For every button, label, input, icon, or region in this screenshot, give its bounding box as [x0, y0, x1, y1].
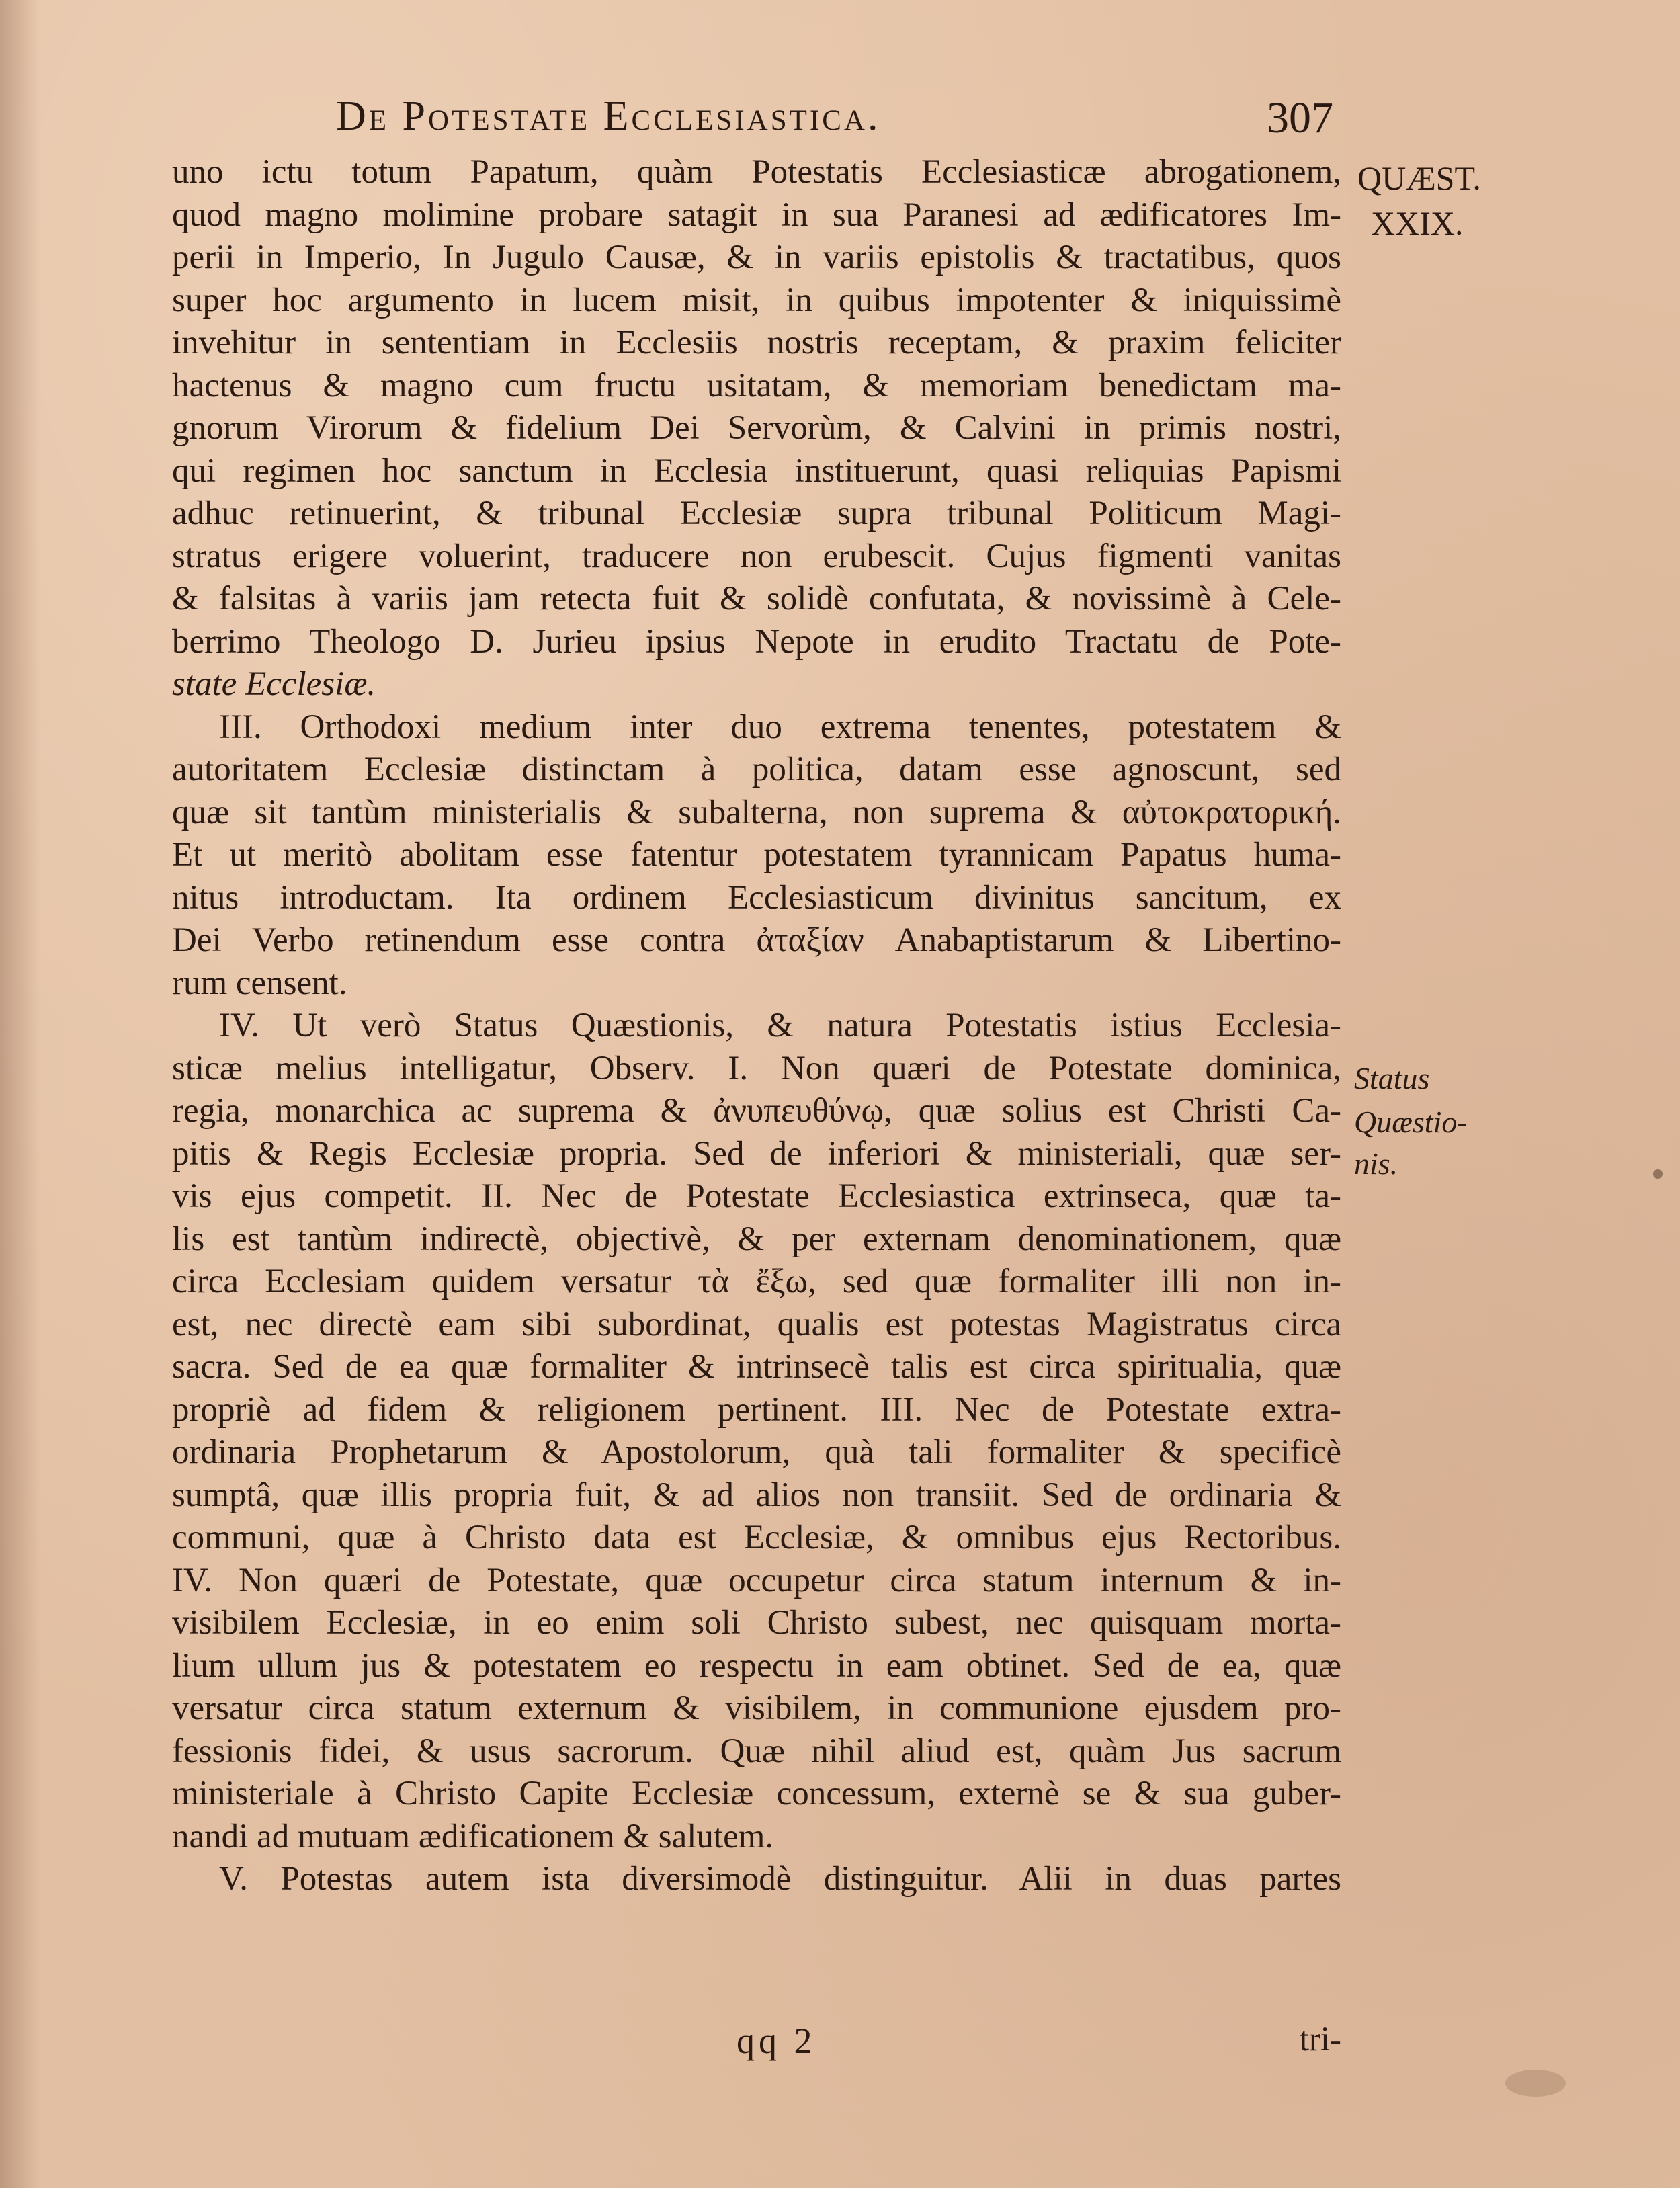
- text-line: berrimo Theologo D. Jurieu ipsius Nepote in erudito Tractatu de Pote-: [172, 622, 1341, 661]
- page-number: 307: [1267, 93, 1333, 142]
- text-line: regia, monarchica ac suprema & ἀνυπευθύνῳ, quæ solius est Christi Ca-: [172, 1092, 1341, 1130]
- text-line: propriè ad fidem & religionem pertinent. III. Nec de Potestate extra-: [172, 1390, 1341, 1429]
- text-line: invehitur in sententiam in Ecclesiis nostris receptam, & praxim feliciter: [172, 324, 1341, 362]
- text-line: hactenus & magno cum fructu usitatam, & memoriam benedictam ma-: [172, 366, 1341, 405]
- stain-mark: [1505, 2070, 1566, 2097]
- text-line: adhuc retinuerint, & tribunal Ecclesiæ supra tribunal Politicum Magi-: [172, 495, 1341, 532]
- text-line: super hoc argumento in lucem misit, in quibus impotenter & iniquissimè: [172, 281, 1341, 319]
- text-line: versatur circa statum externum & visibilem, in communione ejusdem pro-: [172, 1689, 1341, 1727]
- margin-note-status: nis.: [1354, 1146, 1398, 1181]
- text-line: uno ictu totum Papatum, quàm Potestatis Ecclesiasticæ abrogationem,: [172, 153, 1341, 191]
- gutter-shadow: [0, 0, 40, 2188]
- text-line: lis est tantùm indirectè, objectivè, & per externam denominationem, quæ: [172, 1220, 1341, 1258]
- catchword: tri-: [1299, 2021, 1341, 2058]
- text-line: communi, quæ à Christo data est Ecclesiæ, & omnibus ejus Rectoribus.: [172, 1519, 1341, 1556]
- text-line: lium ullum jus & potestatem eo respectu in eam obtinet. Sed de ea, quæ: [172, 1646, 1341, 1685]
- body-text: [172, 151, 1341, 1901]
- text-line: III. Orthodoxi medium inter duo extrema tenentes, potestatem &: [219, 708, 1341, 746]
- text-line: quæ sit tantùm ministerialis & subalterna, non suprema & αὐτοκρατορική.: [172, 793, 1341, 831]
- text-line: fessionis fidei, & usus sacrorum. Quæ nihil aliud est, quàm Jus sacrum: [172, 1732, 1341, 1770]
- text-line: rum censent.: [172, 964, 347, 1002]
- page-footer: [172, 2020, 1341, 2067]
- text-line: pitis & Regis Ecclesiæ propria. Sed de inferiori & ministeriali, quæ ser-: [172, 1134, 1341, 1173]
- text-line: Et ut meritò abolitam esse fatentur potestatem tyrannicam Papatus huma-: [172, 836, 1341, 874]
- text-line: autoritatem Ecclesiæ distinctam à politica, datam esse agnoscunt, sed: [172, 751, 1341, 788]
- text-line: sticæ melius intelligatur, Observ. I. Non quæri de Potestate dominica,: [172, 1049, 1341, 1087]
- text-line: vis ejus competit. II. Nec de Potestate Ecclesiastica extrinseca, quæ ta-: [172, 1177, 1341, 1215]
- text-line: ordinaria Prophetarum & Apostolorum, quà tali formaliter & specificè: [172, 1433, 1341, 1471]
- text-line: Dei Verbo retinendum esse contra ἀταξίαν Anabaptistarum & Libertino-: [172, 921, 1341, 959]
- margin-note-status: Quæstio-: [1354, 1105, 1468, 1139]
- text-line: V. Potestas autem ista diversimodè distinguitur. Alii in duas partes: [219, 1860, 1341, 1898]
- running-title: De Potestate Ecclesiastica.: [336, 93, 881, 139]
- page-header: [336, 93, 1344, 153]
- text-line: perii in Imperio, In Jugulo Causæ, & in variis epistolis & tractatibus, quos: [172, 239, 1341, 276]
- margin-note-quaest-label: QUÆST.: [1357, 159, 1481, 197]
- text-line: nitus introductam. Ita ordinem Ecclesiasticum divinitus sancitum, ex: [172, 878, 1341, 917]
- text-line: circa Ecclesiam quidem versatur τὰ ἔξω, sed quæ formaliter illi non in-: [172, 1263, 1341, 1300]
- signature-mark: qq 2: [737, 2021, 816, 2061]
- text-line: est, nec directè eam sibi subordinat, qualis est potestas Magistratus circa: [172, 1305, 1341, 1343]
- text-line: visibilem Ecclesiæ, in eo enim soli Christo subest, nec quisquam morta-: [172, 1604, 1341, 1642]
- text-line: nandi ad mutuam ædificationem & salutem.: [172, 1817, 774, 1855]
- text-line: ministeriale à Christo Capite Ecclesiæ concessum, externè se & sua guber-: [172, 1775, 1341, 1812]
- margin-note-status: Status: [1354, 1061, 1430, 1095]
- stain-mark: [1653, 1169, 1663, 1179]
- text-line: IV. Non quæri de Potestate, quæ occupetur circa statum internum & in-: [172, 1561, 1341, 1599]
- text-line: stratus erigere voluerint, traducere non erubescit. Cujus figmenti vanitas: [172, 537, 1341, 575]
- text-line: & falsitas à variis jam retecta fuit & solidè confutata, & novissimè à Cele-: [172, 580, 1341, 618]
- text-line: qui regimen hoc sanctum in Ecclesia instituerunt, quasi reliquias Papismi: [172, 452, 1341, 490]
- text-line: gnorum Virorum & fidelium Dei Servorùm, & Calvini in primis nostri,: [172, 409, 1341, 447]
- text-line: sacra. Sed de ea quæ formaliter & intrinsecè talis est circa spiritualia, quæ: [172, 1348, 1341, 1386]
- text-line: sumptâ, quæ illis propria fuit, & ad alios non transiit. Sed de ordinaria &: [172, 1476, 1341, 1514]
- text-line: IV. Ut verò Status Quæstionis, & natura Potestatis istius Ecclesia-: [219, 1007, 1341, 1044]
- text-line: quod magno molimine probare satagit in sua Paranesi ad ædificatores Im-: [172, 196, 1341, 234]
- text-line: state Ecclesiæ.: [172, 665, 376, 703]
- margin-note-quaest-number: XXIX.: [1371, 204, 1464, 242]
